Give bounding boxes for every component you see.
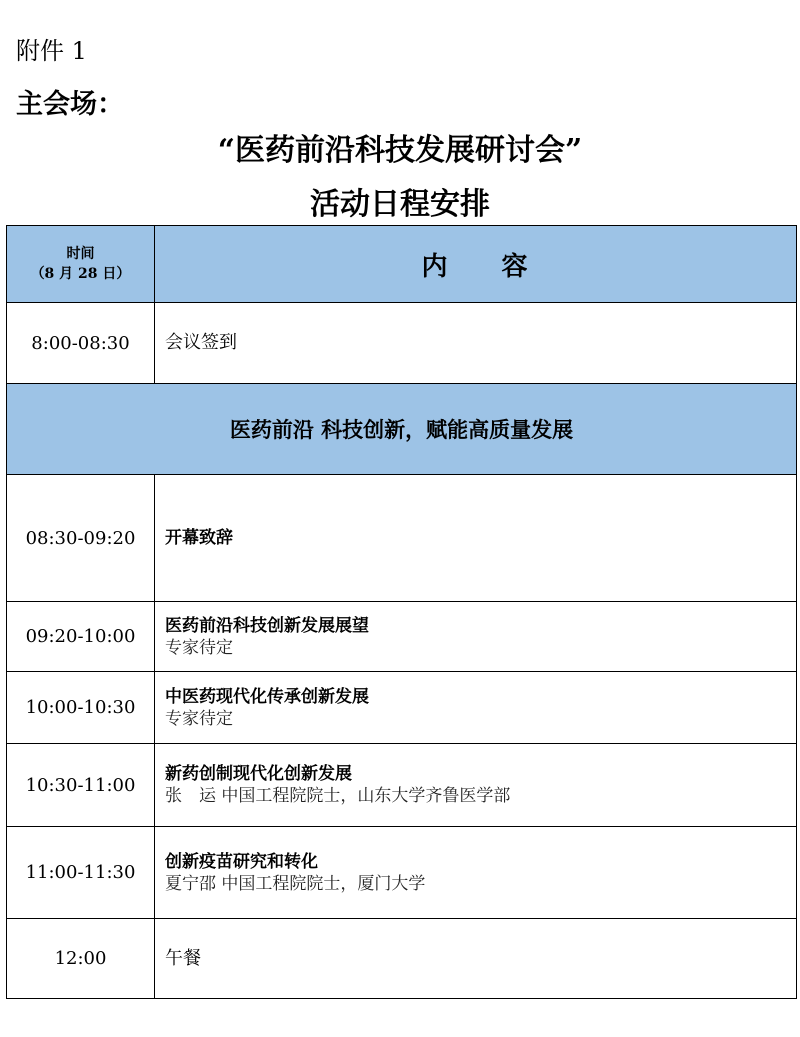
table-row xyxy=(7,602,797,672)
talk-title: 会议签到 xyxy=(165,332,237,353)
talk-title: 新药创制现代化创新发展 xyxy=(165,764,352,784)
header-content-cell xyxy=(155,226,797,303)
talk-speaker: 专家待定 xyxy=(165,708,233,729)
attachment-label: 附件 1 xyxy=(16,37,87,65)
time-cell: 10:00-10:30 xyxy=(7,672,155,744)
content-cell xyxy=(155,672,797,744)
talk-title: 创新疫苗研究和转化 xyxy=(165,851,318,872)
content-cell xyxy=(155,602,797,672)
header-time-date: （8 月 28 日） xyxy=(30,266,131,282)
talk-title: 午餐 xyxy=(165,947,201,969)
schedule-table xyxy=(6,225,797,999)
document-title: “医药前沿科技发展研讨会” xyxy=(217,133,583,168)
talk-title: 医药前沿科技创新发展展望 xyxy=(165,615,369,636)
table-row xyxy=(7,919,797,999)
content-cell xyxy=(155,919,797,999)
time-cell: 12:00 xyxy=(7,919,155,999)
header-content-char-1: 内 xyxy=(421,251,450,282)
table-row xyxy=(7,303,797,384)
time-cell: 08:30-09:20 xyxy=(7,475,155,602)
talk-speaker: 张 运 中国工程院院士，山东大学齐鲁医学部 xyxy=(165,786,511,806)
time-cell: 10:30-11:00 xyxy=(7,744,155,827)
document-subtitle: 活动日程安排 xyxy=(310,187,490,222)
talk-title: 开幕致辞 xyxy=(165,528,233,548)
table-header-row xyxy=(7,226,797,303)
venue-label: 主会场： xyxy=(16,89,124,120)
talk-speaker: 夏宁邵 中国工程院院士，厦门大学 xyxy=(165,873,426,894)
content-cell xyxy=(155,744,797,827)
header-time-label: 时间 xyxy=(66,246,95,262)
time-cell: 09:20-10:00 xyxy=(7,602,155,672)
time-cell: 11:00-11:30 xyxy=(7,827,155,919)
table-row xyxy=(7,475,797,602)
time-cell: 8:00-08:30 xyxy=(7,303,155,384)
table-row xyxy=(7,744,797,827)
table-row xyxy=(7,672,797,744)
content-cell xyxy=(155,827,797,919)
header-time-cell xyxy=(7,226,155,303)
section-row xyxy=(7,384,797,475)
content-cell xyxy=(155,475,797,602)
table-row xyxy=(7,827,797,919)
header-content-char-2: 容 xyxy=(501,251,530,282)
talk-title: 中医药现代化传承创新发展 xyxy=(165,686,369,707)
section-title: 医药前沿 科技创新，赋能高质量发展 xyxy=(7,384,797,475)
content-cell xyxy=(155,303,797,384)
talk-speaker: 专家待定 xyxy=(165,637,233,658)
